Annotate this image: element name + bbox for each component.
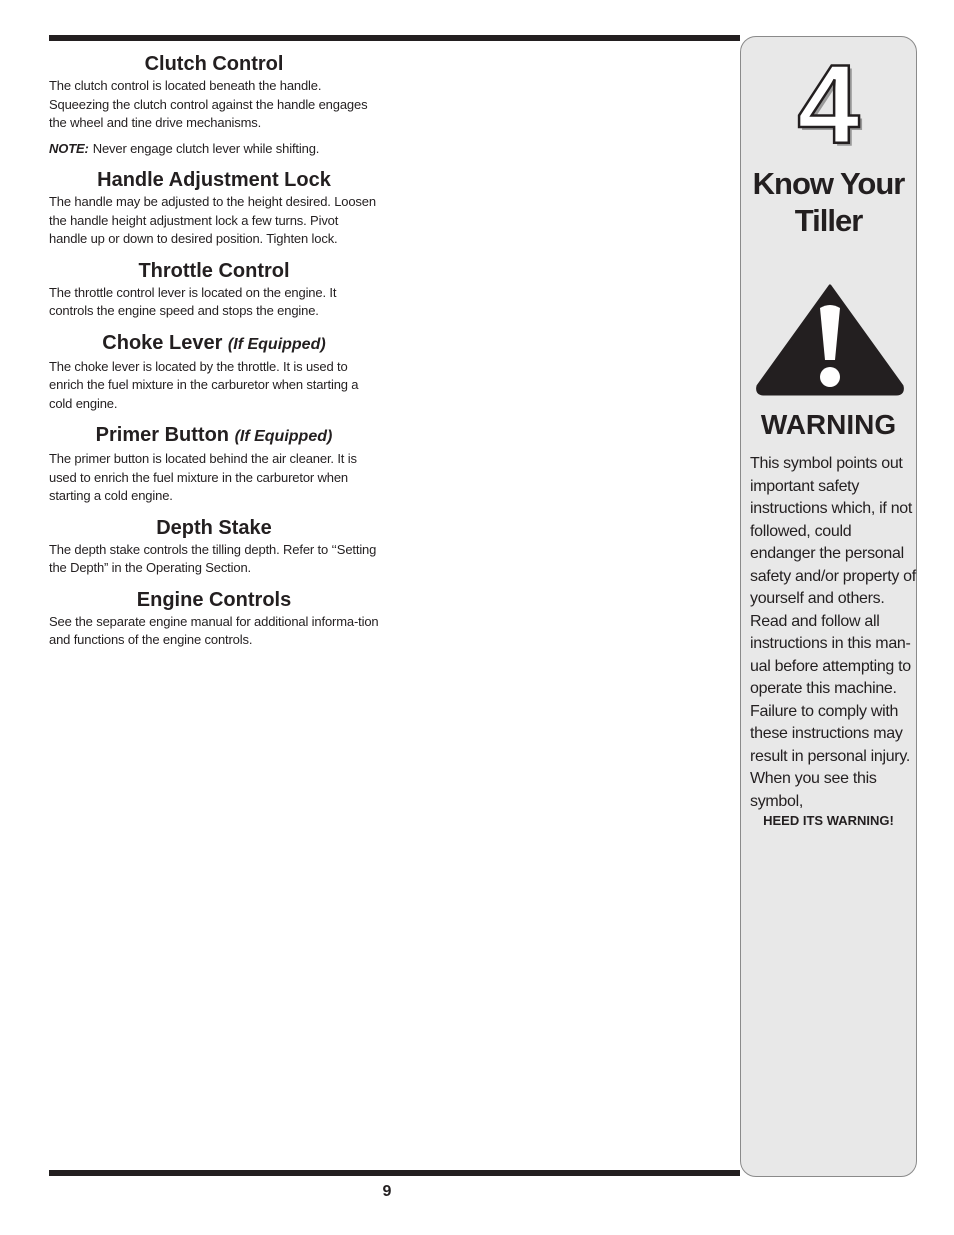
section-heading [49,168,379,192]
note [49,140,379,159]
section-heading [49,588,379,612]
warning-heading: WARNING [760,409,897,440]
heading-qualifier: (If Equipped) [234,428,333,445]
section-throttle-control [49,259,379,321]
note-text: Never engage clutch lever while shifting. [92,140,320,156]
bottom-rule [49,1170,740,1176]
section-heading [49,52,379,76]
section-body: The clutch control is located beneath the handle. Squeezing the clutch control against the handle engages the wheel and tine drive mechanisms. [49,78,368,130]
top-rule [49,35,740,41]
chapter-sidebar [740,36,917,1177]
heading-text: Depth Stake [156,516,272,539]
section-body: The handle may be adjusted to the height desired. Loosen the handle height adjustment lock a few turns. Pivot handle up or down to desired position. Tighten lock. [49,194,376,246]
section-heading [49,423,379,449]
heading-text: Handle Adjustment Lock [97,169,331,191]
section-heading [49,516,379,540]
section-handle-adjustment-lock [49,168,379,249]
warning-body: This symbol points out important safety instructions which, if not followed, could endanger the personal safety and/or property of yourself and others. Read and follow all instructions in this man-ual before attempting to operate this machine. Failure to comply with these instructions may result in personal injury. When you see this symbol, [750,455,916,810]
section-clutch-control [49,52,379,158]
section-primer-button [49,423,379,506]
heading-text: Throttle Control [138,259,290,282]
chapter-title-line1: Know Your [752,166,905,201]
chapter-number: 4 [797,42,860,167]
section-depth-stake [49,516,379,578]
heading-qualifier: (If Equipped) [227,335,326,353]
section-body: The depth stake controls the tilling depth. Refer to ‘‘Setting the Depth” in the Operating Section. [49,541,377,575]
page-number: 9 [382,1183,392,1200]
section-body: The choke lever is located by the throttle. It is used to enrich the fuel mixture in the carburetor when starting a cold engine. [49,358,359,411]
section-body: The throttle control lever is located on the engine. It controls the engine speed and stops the engine. [49,284,337,318]
chapter-title [741,165,916,239]
section-heading [49,331,379,357]
heading-text: Primer Button [95,424,229,446]
heading-text: Clutch Control [144,53,284,75]
warning-heed: HEED ITS WARNING! [763,813,894,828]
section-engine-controls [49,588,379,650]
section-body: See the separate engine manual for additional informa-tion and functions of the engine controls. [49,613,379,647]
chapter-title-line2: Tiller [794,203,863,238]
heading-text: Choke Lever [102,331,223,354]
heading-text: Engine Controls [136,588,292,611]
warning-triangle-icon [754,282,906,398]
section-heading [49,259,379,283]
main-content [49,52,379,650]
note-label: NOTE: [49,140,89,156]
section-choke-lever [49,331,379,414]
section-body: The primer button is located behind the air cleaner. It is used to enrich the fuel mixture in the carburetor when starting a cold engine. [49,451,357,503]
